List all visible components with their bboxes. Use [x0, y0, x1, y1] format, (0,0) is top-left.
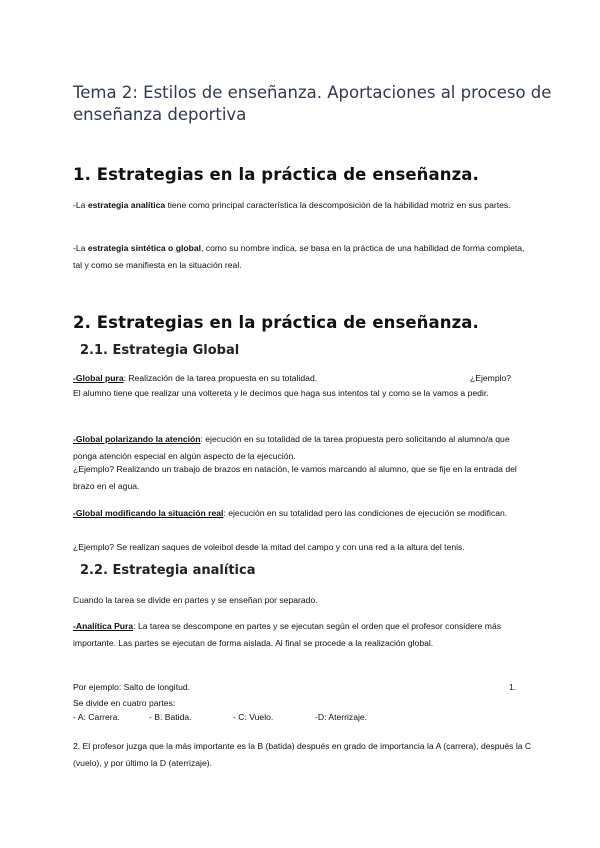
- part-d: -D: Aterrizaje.: [315, 712, 368, 722]
- bold-term: estrategia analítica: [87, 200, 166, 210]
- ejemplo-salto: Por ejemplo: Salto de longitud.: [73, 682, 191, 692]
- global-polarizando-ejemplo: ¿Ejemplo? Realizando un trabajo de brazos en natación, le vamos marcando al alumno, que se fije en la entrada del brazo en el agua.: [73, 464, 517, 491]
- global-modificando-paragraph: [73, 505, 533, 522]
- global-polarizando-paragraph: [73, 431, 533, 465]
- global-pura-line2: El alumno tiene que realizar una voltereta y le decimos que haga sus intentos tal y como se la vamos a pedir.: [73, 388, 489, 398]
- section1-paragraph-analitica: [73, 197, 533, 214]
- modificando-text: : ejecución en su totalidad pero las condiciones de ejecución se modifican.: [223, 508, 508, 518]
- text-rest: , como su nombre indica, se basa en la práctica de una habilidad de forma completa, tal y como se manifiesta en la situación real.: [73, 243, 525, 270]
- document-title: Tema 2: Estilos de enseñanza. Aportaciones al proceso de enseñanza deportiva: [73, 83, 552, 124]
- section1-paragraph-global: [73, 240, 533, 274]
- global-pura-line1: [73, 373, 317, 383]
- section1-heading: 1. Estrategias en la práctica de enseñanza.: [73, 165, 479, 184]
- part-a: - A: Carrera.: [73, 712, 120, 722]
- global-pura-ejemplo: ¿Ejemplo?: [470, 373, 512, 383]
- ejemplo-number: 1.: [509, 682, 517, 692]
- global-pura-text: : Realización de la tarea propuesta en su totalidad.: [123, 373, 318, 383]
- text-rest: tiene como principal característica la descomposición de la habilidad motriz en sus partes.: [165, 200, 511, 210]
- text-prefix: -La: [73, 200, 88, 210]
- polarizando-text: : ejecución en su totalidad de la tarea propuesta pero solicitando al alumno/a que ponga atención especial en algún aspecto de la ejecución.: [73, 434, 510, 461]
- text-prefix: -La: [73, 243, 88, 253]
- analitica-pura-label: -Analítica Pura: [73, 621, 134, 631]
- global-modificando-ejemplo: ¿Ejemplo? Se realizan saques de voleibol desde la mitad del campo y con una red a la altura del tenis.: [73, 542, 465, 552]
- part-c: - C: Vuelo.: [233, 712, 274, 722]
- divide-line: Se divide en cuatro partes:: [73, 698, 176, 708]
- analitica-pura-paragraph: [73, 618, 533, 652]
- part-b: - B: Batida.: [149, 712, 192, 722]
- subsection-global-heading: 2.1. Estrategia Global: [80, 343, 240, 358]
- bold-term: estrategia sintética o global: [87, 243, 201, 253]
- section2-heading: 2. Estrategias en la práctica de enseñanza.: [73, 313, 479, 332]
- subsection-analitica-heading: 2.2. Estrategia analítica: [80, 563, 256, 578]
- analitica-intro: Cuando la tarea se divide en partes y se enseñan por separado.: [73, 595, 318, 605]
- analitica-pura-text: : La tarea se descompone en partes y se ejecutan según el orden que el profesor considere más importante. Las partes se ejecutan de forma aislada. Al final se procede a la realización global.: [73, 621, 502, 648]
- modificando-label: -Global modificando la situación real: [73, 508, 224, 518]
- polarizando-label: -Global polarizando la atención: [73, 434, 201, 444]
- global-pura-label: -Global pura: [73, 373, 124, 383]
- point-2-paragraph: 2. El profesor juzga que la más importante es la B (batida) después en grado de importancia la A (carrera), después la C (vuelo), y por último la D (aterrizaje).: [73, 741, 532, 768]
